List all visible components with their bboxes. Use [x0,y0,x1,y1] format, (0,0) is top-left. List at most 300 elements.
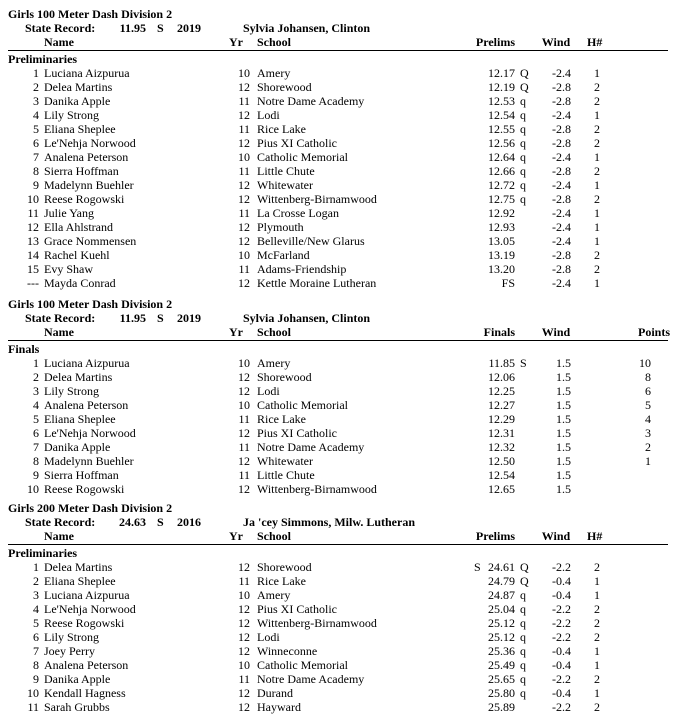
event-section [0,297,675,496]
result-row [0,630,675,644]
mark: 25.89 [488,700,515,714]
qualifier: q [520,136,526,150]
wind: 1.5 [556,398,571,412]
athlete-name: Ella Ahlstrand [44,220,113,234]
heat: 2 [594,700,600,714]
mark: 25.12 [488,616,515,630]
place: 10 [27,686,39,700]
place: 1 [33,356,39,370]
result-row [0,220,675,234]
result-row [0,94,675,108]
wind: 1.5 [556,356,571,370]
school: Winneconne [257,644,318,658]
event-title: Girls 200 Meter Dash Division 2 [8,501,173,515]
place: 8 [33,658,39,672]
year: 11 [238,468,250,482]
year: 11 [238,164,250,178]
wind: -0.4 [552,686,571,700]
athlete-name: Madelynn Buehler [44,454,134,468]
qualifier: Q [520,80,529,94]
mark: 25.04 [488,602,515,616]
event-title: Girls 100 Meter Dash Division 2 [8,7,173,21]
athlete-name: Eliana Sheplee [44,574,116,588]
mark: 12.19 [488,80,515,94]
col-header-wind: Wind [541,35,571,49]
wind: -0.4 [552,588,571,602]
athlete-name: Sierra Hoffman [44,164,119,178]
place: 5 [33,122,39,136]
qualifier: S [520,356,527,370]
school: Whitewater [257,178,313,192]
mark: 12.92 [488,206,515,220]
athlete-name: Rachel Kuehl [44,248,110,262]
result-row [0,468,675,482]
heat: 2 [594,262,600,276]
year: 12 [238,630,250,644]
qualifier: q [520,108,526,122]
place: 2 [33,80,39,94]
heat: 1 [594,234,600,248]
result-row [0,356,675,370]
state-record-time: 11.95 [119,21,146,35]
year: 12 [238,384,250,398]
place: 11 [27,206,39,220]
year: 11 [238,122,250,136]
school: Little Chute [257,468,315,482]
col-header-name: Name [44,35,74,49]
points: 2 [645,440,651,454]
heat: 2 [594,122,600,136]
points: 5 [645,398,651,412]
athlete-name: Delea Martins [44,80,113,94]
year: 12 [238,178,250,192]
place: 1 [33,560,39,574]
year: 10 [238,150,250,164]
result-row [0,440,675,454]
place: 6 [33,426,39,440]
mark: 12.31 [488,426,515,440]
mark: 12.55 [488,122,515,136]
state-record-label: State Record: [25,311,96,325]
mark: 12.64 [488,150,515,164]
athlete-name: Luciana Aizpurua [44,588,130,602]
result-row [0,66,675,80]
qualifier: q [520,658,526,672]
athlete-name: Madelynn Buehler [44,178,134,192]
year: 11 [238,206,250,220]
school: La Crosse Logan [257,206,339,220]
heat: 1 [594,686,600,700]
wind: -2.2 [552,560,571,574]
col-header-wind: Wind [541,529,571,543]
year: 12 [238,482,250,496]
school: Notre Dame Academy [257,672,365,686]
place: 15 [27,262,39,276]
place: 10 [27,192,39,206]
place: 4 [33,398,39,412]
athlete-name: Le'Nehja Norwood [44,602,136,616]
result-row [0,370,675,384]
athlete-name: Kendall Hagness [44,686,126,700]
place: 2 [33,574,39,588]
wind: -2.2 [552,672,571,686]
result-row [0,276,675,290]
school: Rice Lake [257,574,306,588]
heat: 2 [594,164,600,178]
mark: 12.66 [488,164,515,178]
athlete-name: Sierra Hoffman [44,468,119,482]
heat: 2 [594,630,600,644]
mark-prefix: S [474,560,481,574]
year: 11 [238,440,250,454]
mark: 12.06 [488,370,515,384]
athlete-name: Julie Yang [44,206,95,220]
qualifier: Q [520,66,529,80]
place: 2 [33,370,39,384]
result-row [0,206,675,220]
place: 9 [33,672,39,686]
athlete-name: Danika Apple [44,94,111,108]
result-row [0,426,675,440]
col-header-heat: H# [587,529,603,543]
col-header-mark: Finals [483,325,515,339]
athlete-name: Analena Peterson [44,658,129,672]
mark: FS [501,276,515,290]
school: Rice Lake [257,412,306,426]
school: McFarland [257,248,310,262]
result-row [0,560,675,574]
place: 8 [33,164,39,178]
state-record-label: State Record: [25,515,96,529]
qualifier: Q [520,574,529,588]
state-record-holder: Ja 'cey Simmons, Milw. Lutheran [243,515,416,529]
state-record-flag: S [157,21,164,35]
col-header-yr: Yr [229,529,243,543]
place: 11 [27,700,39,714]
qualifier: q [520,588,526,602]
year: 10 [238,658,250,672]
result-row [0,412,675,426]
col-header-name: Name [44,325,74,339]
col-header-name: Name [44,529,74,543]
state-record-label: State Record: [25,21,96,35]
mark: 13.05 [488,234,515,248]
mark: 25.36 [488,644,515,658]
result-row [0,150,675,164]
wind: -2.8 [552,122,571,136]
mark: 12.65 [488,482,515,496]
heat: 2 [594,80,600,94]
mark: 11.85 [488,356,515,370]
athlete-name: Sarah Grubbs [44,700,110,714]
event-section [0,7,675,290]
place: 7 [33,440,39,454]
school: Plymouth [257,220,304,234]
school: Amery [257,66,291,80]
wind: 1.5 [556,468,571,482]
year: 12 [238,700,250,714]
points: 10 [639,356,651,370]
header-divider [8,50,668,51]
athlete-name: Delea Martins [44,370,113,384]
mark: 12.54 [488,468,515,482]
school: Amery [257,588,291,602]
col-header-school: School [257,529,292,543]
mark: 12.32 [488,440,515,454]
qualifier: q [520,192,526,206]
mark: 12.29 [488,412,515,426]
heat: 1 [594,658,600,672]
wind: 1.5 [556,440,571,454]
school: Notre Dame Academy [257,94,365,108]
col-header-yr: Yr [229,325,243,339]
wind: 1.5 [556,454,571,468]
mark: 24.87 [488,588,515,602]
place: 5 [33,412,39,426]
mark: 12.75 [488,192,515,206]
school: Shorewood [257,80,312,94]
school: Lodi [257,384,280,398]
school: Shorewood [257,370,312,384]
school: Hayward [257,700,301,714]
mark: 25.65 [488,672,515,686]
wind: -2.4 [552,206,571,220]
school: Lodi [257,108,280,122]
col-header-school: School [257,325,292,339]
wind: -2.4 [552,66,571,80]
result-row [0,384,675,398]
athlete-name: Lily Strong [44,108,100,122]
state-record-holder: Sylvia Johansen, Clinton [243,21,371,35]
result-row [0,482,675,496]
athlete-name: Analena Peterson [44,150,129,164]
qualifier: q [520,150,526,164]
wind: -2.4 [552,220,571,234]
col-header-mark: Prelims [475,529,515,543]
athlete-name: Evy Shaw [44,262,93,276]
wind: 1.5 [556,412,571,426]
year: 12 [238,426,250,440]
qualifier: Q [520,560,529,574]
wind: -2.8 [552,136,571,150]
school: Catholic Memorial [257,150,348,164]
year: 12 [238,192,250,206]
place: 9 [33,178,39,192]
year: 12 [238,454,250,468]
state-record-holder: Sylvia Johansen, Clinton [243,311,371,325]
year: 10 [238,66,250,80]
wind: -2.4 [552,150,571,164]
heat: 2 [594,672,600,686]
place: --- [27,276,39,290]
points: 4 [645,412,651,426]
school: Wittenberg-Birnamwood [257,616,377,630]
result-row [0,178,675,192]
heat: 1 [594,574,600,588]
heat: 2 [594,560,600,574]
year: 10 [238,248,250,262]
year: 11 [238,412,250,426]
year: 12 [238,616,250,630]
col-header-yr: Yr [229,35,243,49]
place: 4 [33,602,39,616]
result-row [0,644,675,658]
heat: 1 [594,150,600,164]
qualifier: q [520,616,526,630]
place: 1 [33,66,39,80]
qualifier: q [520,164,526,178]
athlete-name: Analena Peterson [44,398,129,412]
athlete-name: Reese Rogowski [44,192,125,206]
result-row [0,108,675,122]
heat: 1 [594,220,600,234]
school: Catholic Memorial [257,658,348,672]
athlete-name: Delea Martins [44,560,113,574]
school: Whitewater [257,454,313,468]
result-row [0,80,675,94]
wind: -2.2 [552,602,571,616]
result-row [0,248,675,262]
result-row [0,192,675,206]
school: Pius XI Catholic [257,602,337,616]
points: 1 [645,454,651,468]
round-label: Preliminaries [8,52,78,66]
heat: 2 [594,136,600,150]
wind: -0.4 [552,644,571,658]
qualifier: q [520,178,526,192]
school: Kettle Moraine Lutheran [257,276,377,290]
athlete-name: Le'Nehja Norwood [44,426,136,440]
place: 7 [33,644,39,658]
mark: 24.61 [488,560,515,574]
wind: -2.4 [552,276,571,290]
year: 11 [238,574,250,588]
athlete-name: Reese Rogowski [44,616,125,630]
mark: 13.19 [488,248,515,262]
athlete-name: Luciana Aizpurua [44,66,130,80]
school: Shorewood [257,560,312,574]
school: Wittenberg-Birnamwood [257,192,377,206]
mark: 25.12 [488,630,515,644]
result-row [0,122,675,136]
year: 12 [238,560,250,574]
school: Pius XI Catholic [257,426,337,440]
heat: 2 [594,616,600,630]
wind: -2.2 [552,700,571,714]
event-title: Girls 100 Meter Dash Division 2 [8,297,173,311]
col-header-school: School [257,35,292,49]
wind: -0.4 [552,574,571,588]
wind: -2.8 [552,192,571,206]
athlete-name: Eliana Sheplee [44,412,116,426]
result-row [0,588,675,602]
place: 5 [33,616,39,630]
athlete-name: Joey Perry [44,644,95,658]
state-record-year: 2019 [177,311,201,325]
year: 11 [238,94,250,108]
athlete-name: Le'Nehja Norwood [44,136,136,150]
athlete-name: Danika Apple [44,440,111,454]
col-header-heat: H# [587,35,603,49]
year: 11 [238,672,250,686]
mark: 12.56 [488,136,515,150]
header-divider [8,544,668,545]
mark: 12.25 [488,384,515,398]
mark: 13.20 [488,262,515,276]
mark: 12.53 [488,94,515,108]
result-row [0,164,675,178]
place: 13 [27,234,39,248]
place: 3 [33,588,39,602]
place: 3 [33,384,39,398]
wind: -2.8 [552,262,571,276]
wind: -2.4 [552,178,571,192]
wind: 1.5 [556,426,571,440]
year: 10 [238,356,250,370]
year: 12 [238,80,250,94]
state-record-flag: S [157,515,164,529]
wind: -2.2 [552,616,571,630]
round-label: Preliminaries [8,546,78,560]
mark: 12.54 [488,108,515,122]
heat: 1 [594,276,600,290]
athlete-name: Lily Strong [44,630,100,644]
qualifier: q [520,630,526,644]
heat: 2 [594,602,600,616]
result-row [0,262,675,276]
event-section [0,501,675,714]
result-row [0,658,675,672]
school: Catholic Memorial [257,398,348,412]
result-row [0,574,675,588]
heat: 1 [594,108,600,122]
wind: -2.8 [552,94,571,108]
place: 7 [33,150,39,164]
year: 12 [238,602,250,616]
school: Amery [257,356,291,370]
wind: 1.5 [556,384,571,398]
result-row [0,602,675,616]
school: Belleville/New Glarus [257,234,365,248]
place: 4 [33,108,39,122]
state-record-time: 24.63 [119,515,146,529]
school: Little Chute [257,164,315,178]
place: 12 [27,220,39,234]
athlete-name: Luciana Aizpurua [44,356,130,370]
athlete-name: Danika Apple [44,672,111,686]
points: 6 [645,384,651,398]
result-row [0,136,675,150]
wind: 1.5 [556,482,571,496]
place: 6 [33,630,39,644]
round-label: Finals [8,342,40,356]
mark: 12.50 [488,454,515,468]
state-record-year: 2019 [177,21,201,35]
points: 8 [645,370,651,384]
heat: 2 [594,248,600,262]
qualifier: q [520,122,526,136]
mark: 12.27 [488,398,515,412]
heat: 1 [594,66,600,80]
qualifier: q [520,602,526,616]
mark: 25.80 [488,686,515,700]
year: 12 [238,276,250,290]
year: 12 [238,234,250,248]
result-row [0,672,675,686]
state-record-time: 11.95 [119,311,146,325]
place: 10 [27,482,39,496]
qualifier: q [520,672,526,686]
